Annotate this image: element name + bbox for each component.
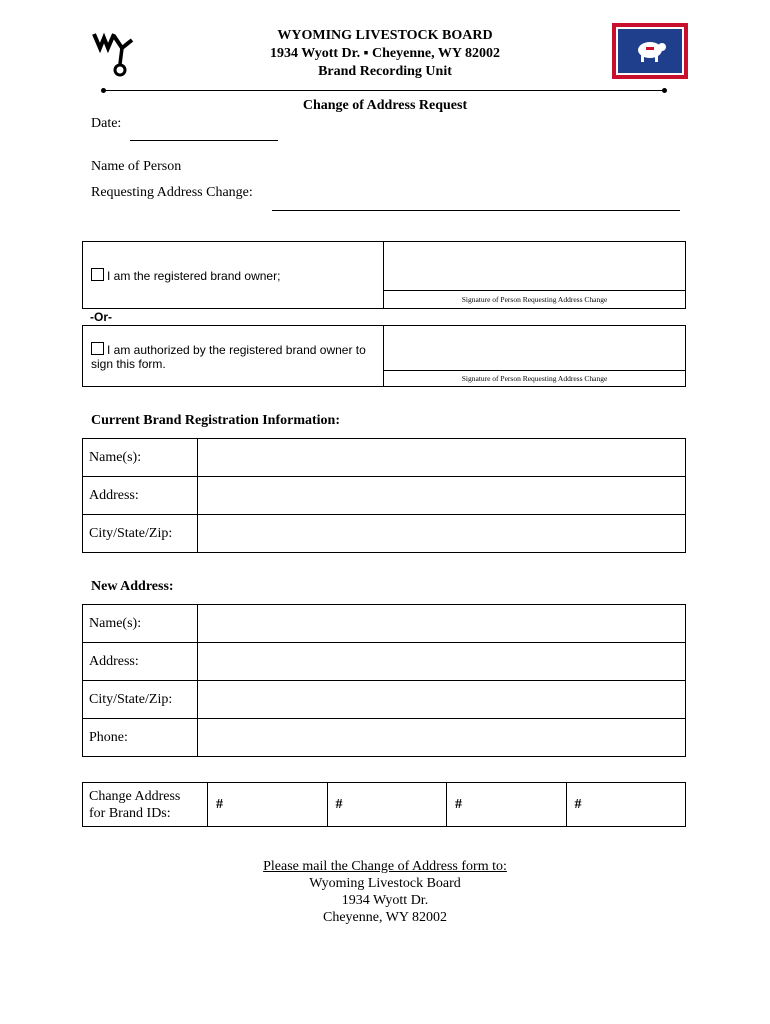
brand-ids-table: [82, 782, 686, 827]
mail-to-line1: Wyoming Livestock Board: [309, 876, 461, 891]
current-name-label: Name(s):: [83, 439, 198, 477]
mail-to-line3: Cheyenne, WY 82002: [322, 910, 448, 925]
org-address: 1934 Wyott Dr. ▪ Cheyenne, WY 82002: [269, 46, 500, 61]
requester-name-line[interactable]: [272, 210, 680, 211]
new-name-field[interactable]: [198, 605, 686, 643]
current-city-field[interactable]: [198, 515, 686, 553]
current-address-field[interactable]: [198, 477, 686, 515]
name-label-line2: Requesting Address Change:: [91, 185, 253, 200]
mail-to-line2: 1934 Wyott Dr.: [341, 893, 429, 908]
current-name-field[interactable]: [198, 439, 686, 477]
authorized-option-text: I am authorized by the registered brand owner to sign this form.: [91, 342, 366, 371]
new-phone-field[interactable]: [198, 719, 686, 757]
owner-signature-field[interactable]: [384, 242, 686, 291]
flag-icon: [612, 23, 688, 79]
name-label-line1: Name of Person: [91, 159, 182, 174]
wyoming-flag: [612, 23, 688, 79]
brand-id-field[interactable]: #: [327, 783, 447, 827]
new-address-table: [82, 604, 686, 757]
mail-to-heading: Please mail the Change of Address form to:: [263, 859, 507, 874]
brand-ids-label: [83, 783, 208, 827]
mail-to-block: [200, 858, 570, 926]
new-section-title: New Address:: [91, 579, 174, 594]
brand-logo-graphic: [92, 28, 142, 78]
brand-ids-label-line1: Change Address: [89, 788, 181, 804]
org-name: WYOMING LIVESTOCK BOARD: [277, 28, 493, 43]
owner-option-text: I am the registered brand owner;: [107, 268, 281, 283]
header: [200, 27, 570, 81]
owner-signature-caption: Signature of Person Requesting Address Change: [384, 291, 686, 309]
brand-logo: [92, 28, 142, 78]
brand-ids-label-line2: for Brand IDs:: [89, 805, 171, 821]
rule-dot-right: [662, 88, 667, 93]
brand-id-field[interactable]: #: [447, 783, 567, 827]
or-label: -Or-: [90, 310, 112, 324]
new-name-label: Name(s):: [83, 605, 198, 643]
brand-id-field[interactable]: #: [566, 783, 686, 827]
new-city-label: City/State/Zip:: [83, 681, 198, 719]
header-rule: [104, 90, 665, 91]
new-address-field[interactable]: [198, 643, 686, 681]
current-section-title: Current Brand Registration Information:: [91, 413, 341, 428]
current-address-label: Address:: [83, 477, 198, 515]
owner-signature-table: [82, 241, 686, 309]
owner-option-cell: [83, 242, 384, 309]
authorized-signature-field[interactable]: [384, 326, 686, 371]
authorized-option-cell: [83, 326, 384, 387]
org-unit: Brand Recording Unit: [318, 64, 452, 79]
current-registration-table: [82, 438, 686, 553]
date-input-line[interactable]: [130, 140, 278, 141]
current-city-label: City/State/Zip:: [83, 515, 198, 553]
owner-checkbox[interactable]: [91, 268, 104, 281]
authorized-signature-table: [82, 325, 686, 387]
new-address-label: Address:: [83, 643, 198, 681]
new-phone-label: Phone:: [83, 719, 198, 757]
authorized-signature-caption: Signature of Person Requesting Address Change: [384, 371, 686, 387]
authorized-checkbox[interactable]: [91, 342, 104, 355]
form-title: Change of Address Request: [302, 98, 468, 113]
brand-id-field[interactable]: #: [208, 783, 328, 827]
date-label: Date:: [91, 116, 122, 131]
new-city-field[interactable]: [198, 681, 686, 719]
